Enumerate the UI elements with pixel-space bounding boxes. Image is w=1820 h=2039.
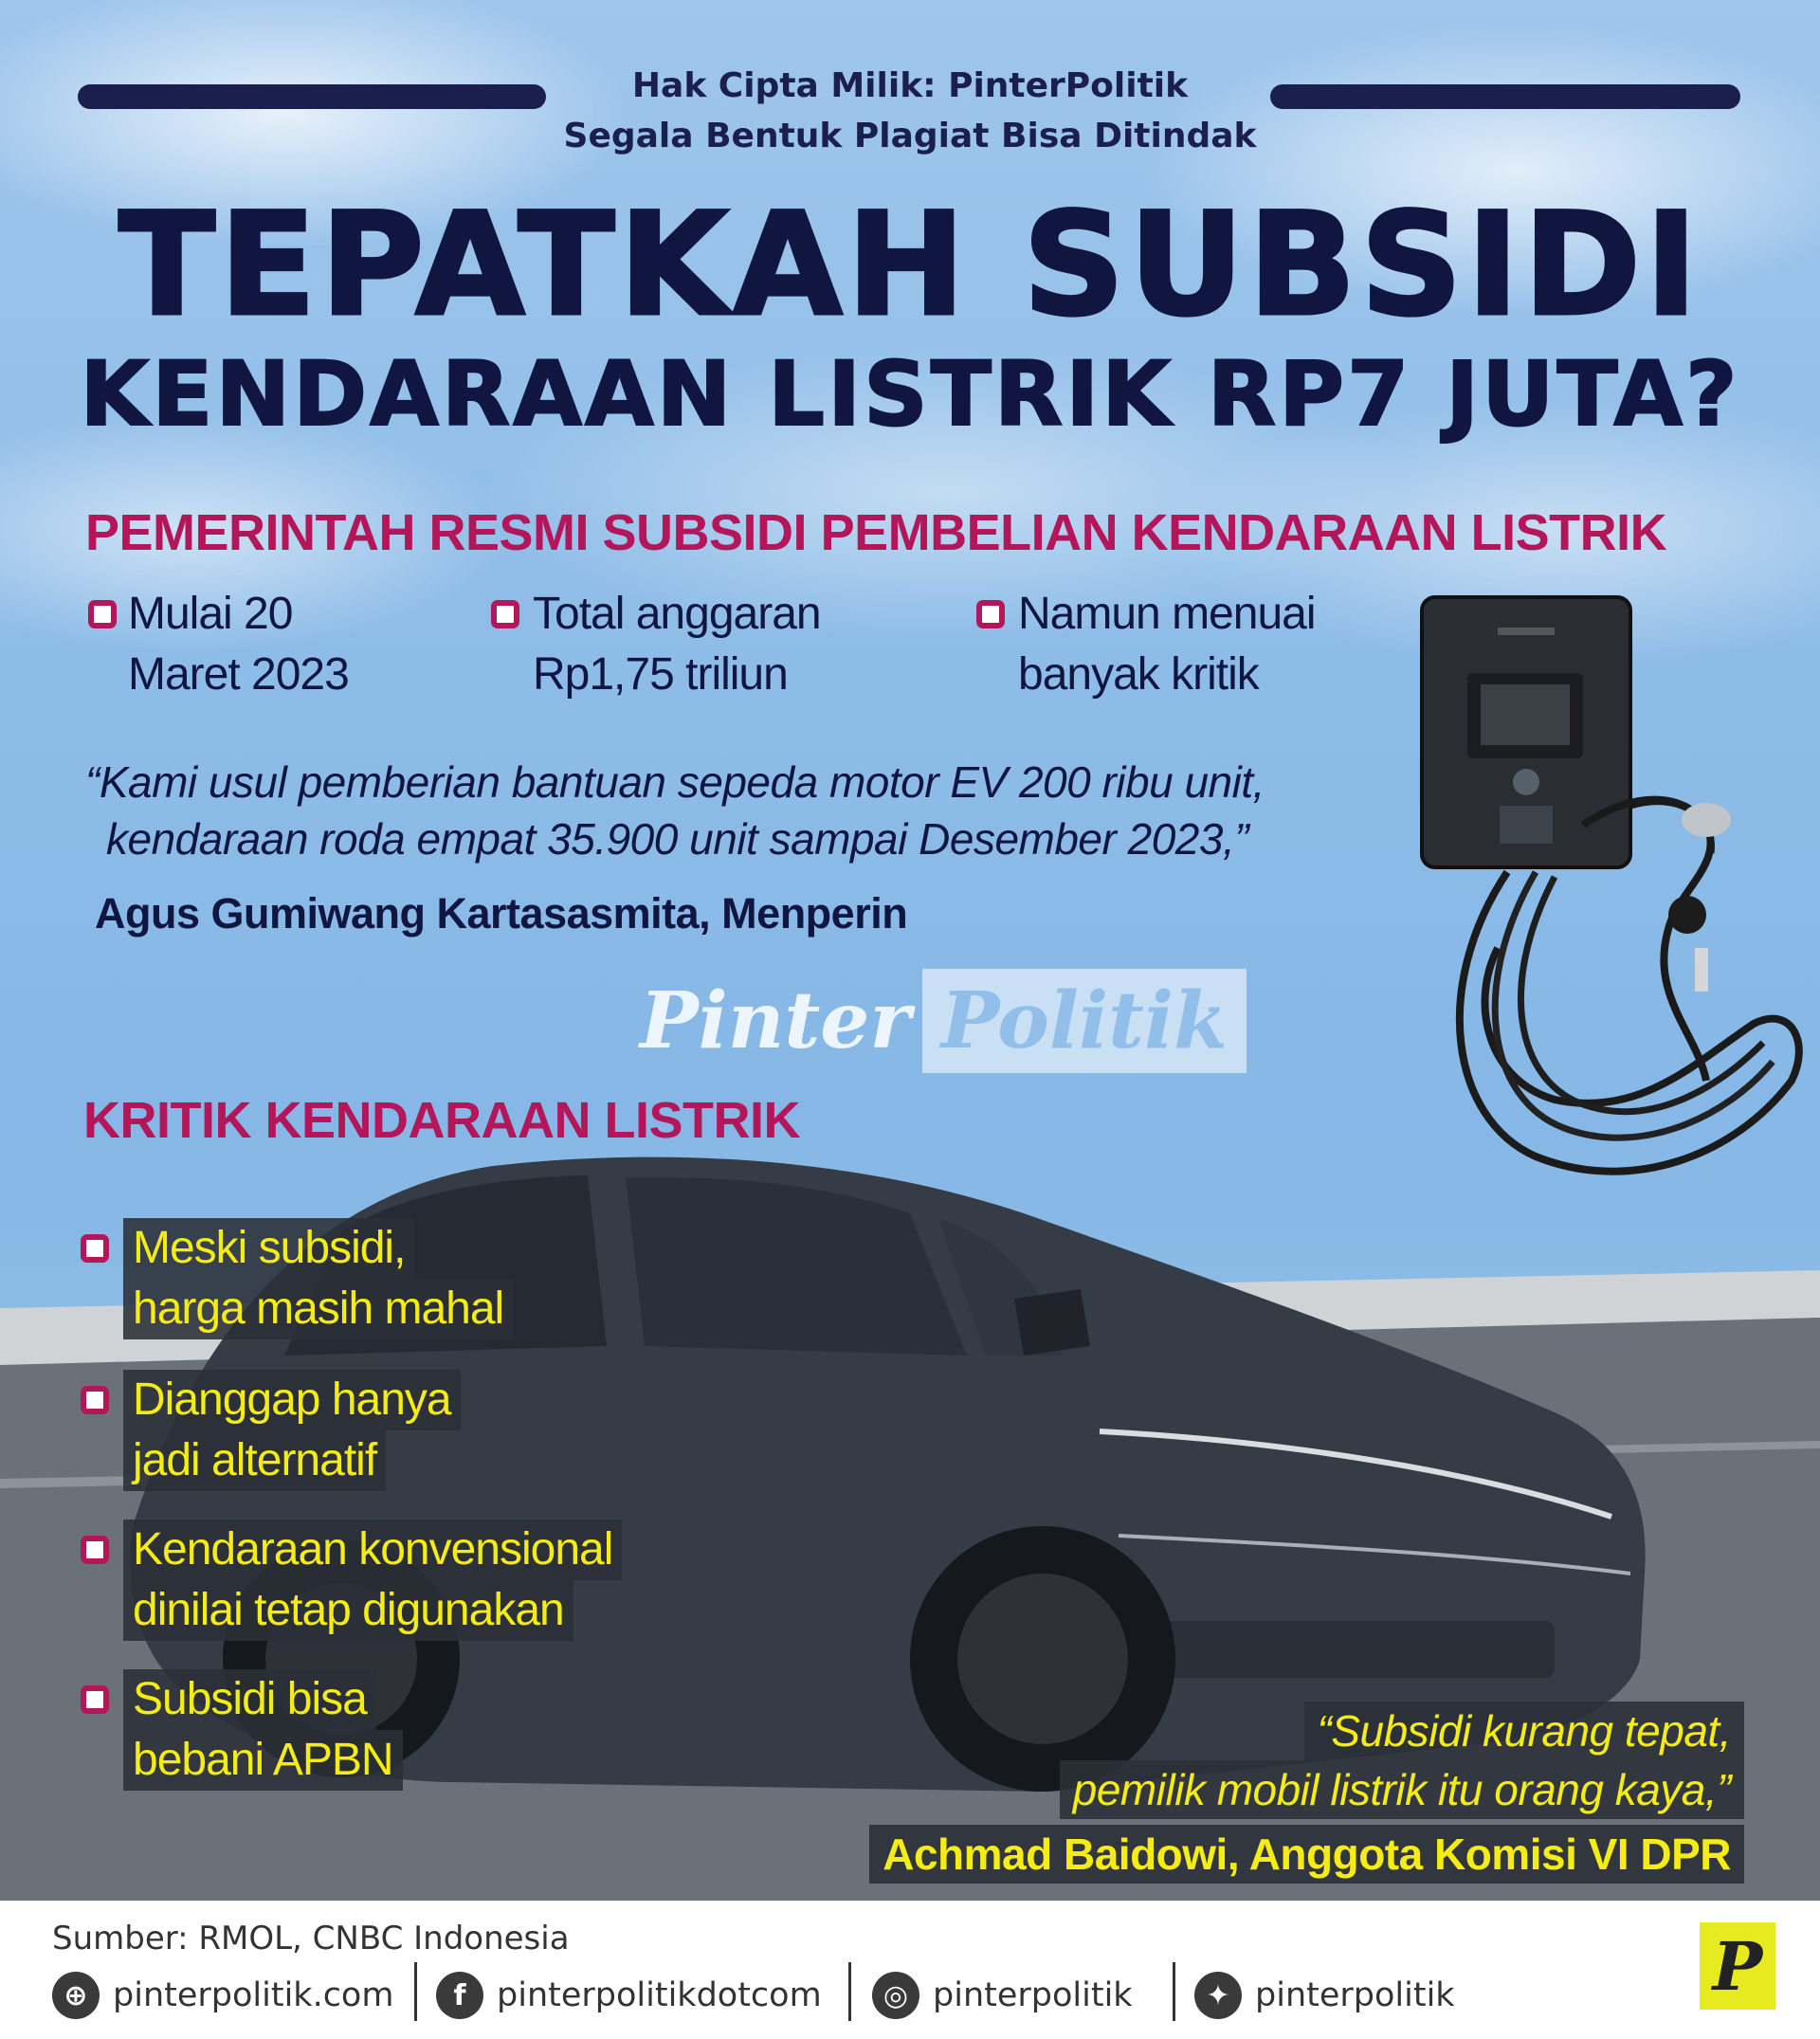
point-line: dinilai tetap digunakan [123, 1580, 573, 1641]
main-title-line-1: TEPATKAH SUBSIDI [118, 183, 1702, 348]
twitter-icon: ✦ [1194, 1972, 1242, 2019]
facebook-icon: f [436, 1972, 483, 2019]
copyright-line-2: Segala Bentuk Plagiat Bisa Ditindak [563, 117, 1257, 155]
globe-icon: ⊕ [52, 1972, 100, 2019]
instagram-link[interactable] [872, 1969, 1133, 2022]
divider [1173, 1962, 1175, 2021]
pinterpolitik-watermark [640, 969, 1247, 1073]
bullet-icon [88, 600, 117, 628]
divider [848, 1962, 851, 2021]
dpr-quote [1060, 1702, 1744, 1819]
criticism-point-1 [123, 1218, 513, 1339]
point-line: bebani APBN [123, 1730, 403, 1791]
criticism-point-3 [123, 1520, 622, 1641]
copyright-notice [0, 61, 1820, 161]
ev-charger-image [1393, 588, 1820, 1213]
bullet-icon [81, 1234, 109, 1263]
main-title-line-2: KENDARAAN LISTRIK RP7 JUTA? [80, 343, 1740, 446]
quote-line: kendaraan roda empat 35.900 unit sampai Desember 2023,” [106, 814, 1249, 864]
point-line: Total anggaran [533, 589, 821, 639]
website-link[interactable] [52, 1969, 393, 2022]
instagram-label: pinterpolitik [933, 1976, 1133, 2014]
criticism-point-4 [123, 1669, 403, 1791]
point-line: Kendaraan konvensional [123, 1520, 622, 1580]
point-line: Mulai 20 [128, 589, 293, 639]
quote-line: “Kami usul pemberian bantuan sepeda motor EV 200 ribu unit, [85, 757, 1265, 807]
bullet-icon [81, 1685, 109, 1714]
point-line: Dianggap hanya [123, 1370, 461, 1430]
point-line: jadi alternatif [123, 1430, 386, 1491]
section-heading-subsidy: PEMERINTAH RESMI SUBSIDI PEMBELIAN KENDARAAN LISTRIK [85, 504, 1667, 561]
watermark-part-2: Politik [922, 969, 1247, 1073]
pinterpolitik-logo: P [1700, 1922, 1775, 2010]
point-line: banyak kritik [1018, 649, 1259, 700]
point-line: harga masih mahal [123, 1279, 513, 1339]
bullet-icon [81, 1536, 109, 1564]
facebook-link[interactable] [436, 1969, 822, 2022]
subsidy-point-2 [533, 584, 821, 705]
quote-author-dpr: Achmad Baidowi, Anggota Komisi VI DPR [869, 1825, 1744, 1884]
twitter-label: pinterpolitik [1255, 1976, 1455, 2014]
section-heading-criticism: KRITIK KENDARAAN LISTRIK [83, 1092, 800, 1149]
bullet-icon [491, 600, 519, 628]
website-label: pinterpolitik.com [113, 1976, 394, 2014]
instagram-icon: ◎ [872, 1972, 919, 2019]
bullet-icon [81, 1386, 109, 1414]
copyright-line-1: Hak Cipta Milik: PinterPolitik [631, 66, 1189, 105]
watermark-part-1: Pinter [640, 975, 911, 1066]
quote-author-menperin: Agus Gumiwang Kartasasmita, Menperin [95, 889, 908, 938]
criticism-point-2 [123, 1370, 461, 1491]
menperin-quote [85, 754, 1431, 867]
point-line: Namun menuai [1018, 589, 1316, 639]
point-line: Meski subsidi, [123, 1218, 414, 1279]
twitter-link[interactable] [1194, 1969, 1455, 2022]
point-line: Subsidi bisa [123, 1669, 376, 1730]
quote-line: pemilik mobil listrik itu orang kaya,” [1060, 1760, 1744, 1819]
point-line: Maret 2023 [128, 649, 349, 700]
bullet-icon [976, 600, 1005, 628]
quote-line: “Subsidi kurang tepat, [1304, 1702, 1745, 1760]
source-credit: Sumber: RMOL, CNBC Indonesia [52, 1920, 570, 1957]
subsidy-point-3 [1018, 584, 1316, 705]
facebook-label: pinterpolitikdotcom [497, 1976, 822, 2014]
point-line: Rp1,75 triliun [533, 649, 788, 700]
subsidy-point-1 [128, 584, 349, 705]
divider [414, 1962, 417, 2021]
